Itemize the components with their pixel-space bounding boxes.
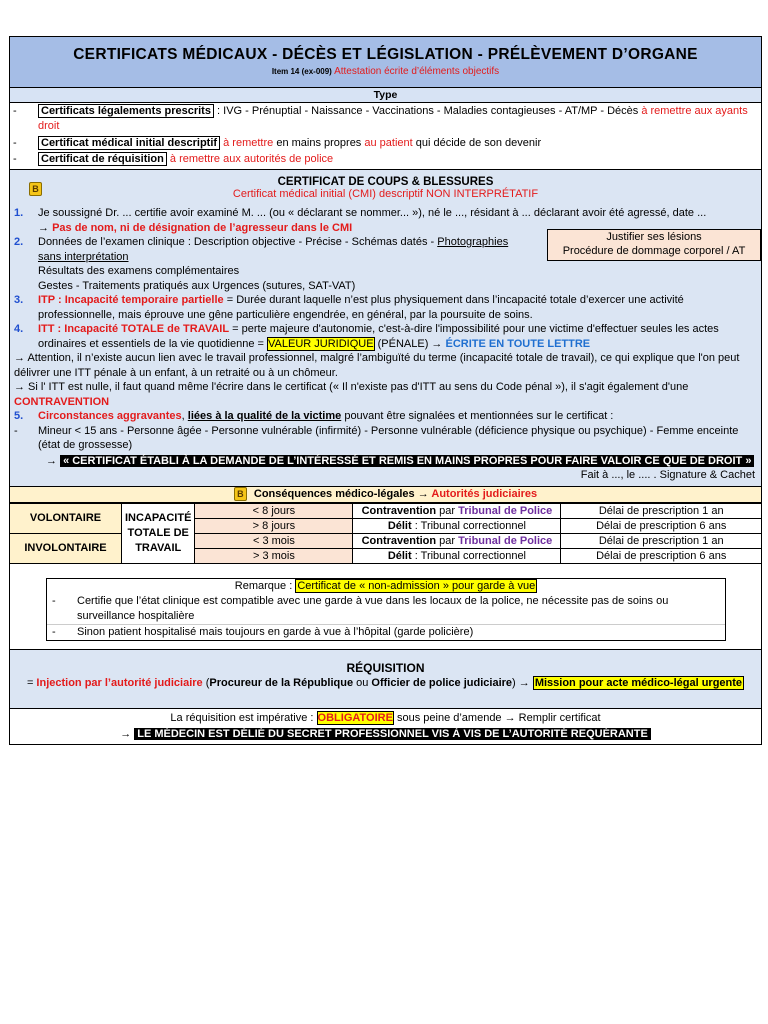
- point-text: Je soussigné Dr. ... certifie avoir examiné M. ... (ou « déclarant se nommer... »), né le ..., résidant à ... déclarant avoir été agressé, date ...: [38, 207, 707, 219]
- cb-banner: [10, 454, 761, 469]
- req-red: Injection par l’autorité judiciaire: [36, 676, 203, 689]
- requisition-line: [10, 726, 761, 742]
- req-text: La réquisition est impérative :: [170, 711, 317, 724]
- type-name: Certificat de réquisition: [38, 152, 167, 166]
- level-b-icon: B: [234, 487, 247, 501]
- court-name: Tribunal correctionnel: [420, 549, 527, 562]
- sanction-cell: [353, 518, 561, 533]
- table-row: [10, 503, 761, 518]
- consequences-heading: [10, 487, 761, 503]
- arrow-icon: →: [38, 221, 49, 234]
- dash: -: [14, 424, 18, 437]
- delay-cell: Délai de prescription 6 ans: [561, 548, 761, 563]
- page-subtitle: [10, 66, 761, 77]
- signature-line: Fait à ..., le .... . Signature & Cachet: [580, 469, 755, 481]
- duration-cell: > 3 mois: [195, 548, 353, 563]
- req-text: sous peine d’amende → Remplir certificat: [393, 711, 601, 724]
- remark-heading: [47, 579, 725, 594]
- sanction-cell: [353, 503, 561, 518]
- arrow-icon: →: [431, 337, 443, 350]
- remark-highlight: Certificat de « non-admission » pour garde à vue: [297, 579, 536, 592]
- req-text: (: [202, 676, 210, 689]
- duration-cell: < 3 mois: [195, 533, 353, 548]
- point-text: (PÉNALE): [374, 337, 432, 350]
- type-item: - Certificat médical initial descriptif à remettre en mains propres au patient qui décide de son devenir: [13, 137, 542, 149]
- point-underlined: liées à la qualité de la victime: [187, 410, 342, 422]
- type-red: à remettre aux ayants droit: [38, 105, 748, 132]
- legal-table: [10, 503, 761, 564]
- involontaire-cell: INVOLONTAIRE: [10, 533, 122, 563]
- point-text: Données de l’examen clinique : Description objective - Précise - Schémas datés -: [38, 236, 438, 248]
- banner-text: « CERTIFICAT ÉTABLI À LA DEMANDE DE L’INTÉRESSÉ ET REMIS EN MAINS PROPRES POUR FAIRE VALOIR CE QUE DE DROIT »: [60, 455, 754, 467]
- sanction-kind: Délit: [387, 549, 412, 562]
- type-heading: Type: [10, 88, 761, 103]
- sanction-link: :: [411, 549, 421, 562]
- req-text: =: [26, 676, 37, 689]
- point-text: pouvant être signalées et mentionnées sur le certificat :: [341, 410, 614, 422]
- requisition-bottom: [10, 709, 761, 744]
- sanction-cell: [353, 533, 561, 548]
- highlight-text: VALEUR JURIDIQUE: [268, 337, 374, 350]
- req-obligatoire: OBLIGATOIRE: [317, 711, 393, 724]
- remark-item: - Certifie que l’état clinique est compatible avec une garde à vue dans les locaux de la police, ne nécessite pas de soins ou surveillance hospitalière: [52, 594, 669, 622]
- point-number: 1.: [14, 207, 24, 219]
- coups-blessures-section: [10, 170, 761, 487]
- note-red: CONTRAVENTION: [14, 395, 110, 408]
- type-red: à remettre aux autorités de police: [169, 153, 334, 165]
- type-red: à remettre: [223, 137, 274, 149]
- subtitle-text: Attestation écrite d’éléments objectifs: [334, 66, 500, 77]
- item-number: Item 14 (ex-009): [271, 67, 332, 76]
- itt-label-cell: INCAPACITÉ TOTALE DE TRAVAIL: [122, 503, 195, 563]
- consequences-target: Autorités judiciaires: [431, 487, 538, 500]
- cb-point: [10, 424, 761, 453]
- volontaire-cell: VOLONTAIRE: [10, 503, 122, 533]
- delay-cell: Délai de prescription 1 an: [561, 503, 761, 518]
- cb-note: → Attention, il n’existe aucun lien avec le travail professionnel, malgré l’ambiguïté du terme (incapacité totale de travail), ce qui explique que l'on peut délivrer une ITT pénale à un enfant, à un retraité ou à un chômeur.: [14, 352, 740, 379]
- sanction-kind: Délit: [387, 519, 412, 532]
- sanction-link: :: [411, 519, 421, 532]
- type-name: Certificat médical initial descriptif: [38, 136, 220, 150]
- point-text: Photographies sans interprétation: [38, 236, 509, 263]
- remark-label: Remarque :: [234, 579, 296, 592]
- req-text: ou: [353, 676, 372, 689]
- point-red: ITT : Incapacité TOTALE de TRAVAIL: [38, 323, 230, 335]
- type-item: - Certificat de réquisition à remettre aux autorités de police: [13, 153, 334, 165]
- point-number: 3.: [14, 294, 24, 306]
- requisition-line: [10, 710, 761, 726]
- court-name: Tribunal de Police: [458, 534, 553, 547]
- cb-note: [10, 380, 761, 409]
- type-text: en mains propres: [273, 137, 365, 149]
- cb-point: [10, 293, 761, 322]
- remark-item-text: Certifie que l’état clinique est compatible avec une garde à vue dans les locaux de la police, ne nécessite pas de soins ou surveillance hospitalière: [77, 594, 669, 622]
- consequences-label: Conséquences médico-légales: [253, 487, 415, 500]
- header: [10, 37, 761, 88]
- justification-line: Procédure de dommage corporel / AT: [562, 245, 746, 257]
- point-text: Pas de nom, ni de désignation de l’agresseur dans le CMI: [52, 221, 353, 234]
- cb-point: [10, 206, 761, 221]
- point-text: = perte majeure d'autonomie, c'est-à-dire l'impossibilité pour une victime d'effectuer seules les actes ordinaires et essentiels de la vie quotidienne =: [38, 323, 719, 350]
- arrow-icon: →: [417, 487, 429, 500]
- arrow-icon: →: [518, 676, 530, 689]
- point-number: 4.: [14, 323, 24, 335]
- sanction-kind: Contravention: [361, 504, 437, 517]
- type-item: - Certificats légalements prescrits : IVG - Prénuptial - Naissance - Vaccinations - Maladies contagieuses - AT/MP - Décès à remettre aux ayants droit: [13, 105, 748, 132]
- cb-point: Gestes - Traitements pratiqués aux Urgences (sutures, SAT-VAT): [38, 279, 356, 292]
- type-red: au patient: [364, 137, 413, 149]
- point-blue: ÉCRITE EN TOUTE LETTRE: [445, 337, 591, 350]
- sanction-kind: Contravention: [361, 534, 437, 547]
- cb-title: CERTIFICAT DE COUPS & BLESSURES: [277, 176, 494, 188]
- point-number: 5.: [14, 410, 24, 422]
- fiche-document: [9, 36, 762, 745]
- type-name: Certificats légalements prescrits: [38, 104, 214, 118]
- point-text: ,: [181, 410, 188, 422]
- delay-cell: Délai de prescription 6 ans: [561, 518, 761, 533]
- types-section: [10, 103, 761, 170]
- page-title: CERTIFICATS MÉDICAUX - DÉCÈS ET LÉGISLATION - PRÉLÈVEMENT D’ORGANE: [73, 46, 698, 63]
- level-b-icon: B: [29, 182, 42, 196]
- court-name: Tribunal de Police: [458, 504, 553, 517]
- court-name: Tribunal correctionnel: [420, 519, 527, 532]
- remark-item-text: Sinon patient hospitalisé mais toujours en garde à vue à l’hôpital (garde policière): [77, 625, 474, 638]
- cb-point: [10, 235, 518, 264]
- duration-cell: > 8 jours: [195, 518, 353, 533]
- requisition-title: RÉQUISITION: [346, 660, 425, 675]
- req-text: ): [512, 676, 519, 689]
- sanction-cell: [353, 548, 561, 563]
- arrow-icon: →: [46, 454, 57, 467]
- justification-line: Justifier ses lésions: [606, 231, 702, 243]
- justification-box: [547, 229, 761, 261]
- point-number: 2.: [14, 236, 24, 248]
- point-text: = Durée durant laquelle n’est plus physiquement dans l’incapacité totale d’exercer une activité professionnelle, mais éprouve une gêne particulière engendrée, en général, par la poursuite de soins.: [38, 294, 684, 321]
- note-text: → Si l' ITT est nulle, il faut quand même l'écrire dans le certificat (« Il n'existe pas d'ITT au sens du Code pénal »), il s'agit également d'une: [14, 381, 689, 393]
- point-red: ITP : Incapacité temporaire partielle: [38, 294, 224, 306]
- duration-cell: < 8 jours: [195, 503, 353, 518]
- cb-point: Résultats des examens complémentaires: [38, 265, 240, 277]
- point-text: Mineur < 15 ans - Personne âgée - Personne vulnérable (infirmité) - Personne vulnérable (déficience physique ou psychique) - Femme enceinte (état de grossesse): [38, 424, 739, 451]
- sanction-link: par: [436, 504, 459, 517]
- req-mission: Mission pour acte médico-légal urgente: [534, 676, 743, 689]
- req-banner: LE MÉDECIN EST DÉLIÉ DU SECRET PROFESSIONNEL VIS À VIS DE L’AUTORITÉ REQUÉRANTE: [134, 728, 651, 740]
- cb-header: [10, 170, 761, 206]
- type-text: qui décide de son devenir: [412, 137, 542, 149]
- cb-point: [10, 409, 761, 424]
- req-bold: Officier de police judiciaire: [371, 676, 513, 689]
- arrow-icon: →: [120, 727, 132, 740]
- type-text: : IVG - Prénuptial - Naissance - Vaccinations - Maladies contagieuses - AT/MP - Décès: [213, 105, 642, 117]
- sanction-link: par: [436, 534, 459, 547]
- cb-subtitle: Certificat médical initial (CMI) descriptif NON INTERPRÉTATIF: [232, 188, 539, 200]
- requisition-section: [10, 649, 761, 709]
- remark-box: [46, 578, 726, 641]
- point-red: Circonstances aggravantes: [38, 410, 182, 422]
- delay-cell: Délai de prescription 1 an: [561, 533, 761, 548]
- cb-point: [10, 322, 761, 351]
- req-bold: Procureur de la République: [209, 676, 354, 689]
- remark-item: - Sinon patient hospitalisé mais toujours en garde à vue à l’hôpital (garde policière): [47, 624, 725, 640]
- requisition-line: [10, 677, 761, 689]
